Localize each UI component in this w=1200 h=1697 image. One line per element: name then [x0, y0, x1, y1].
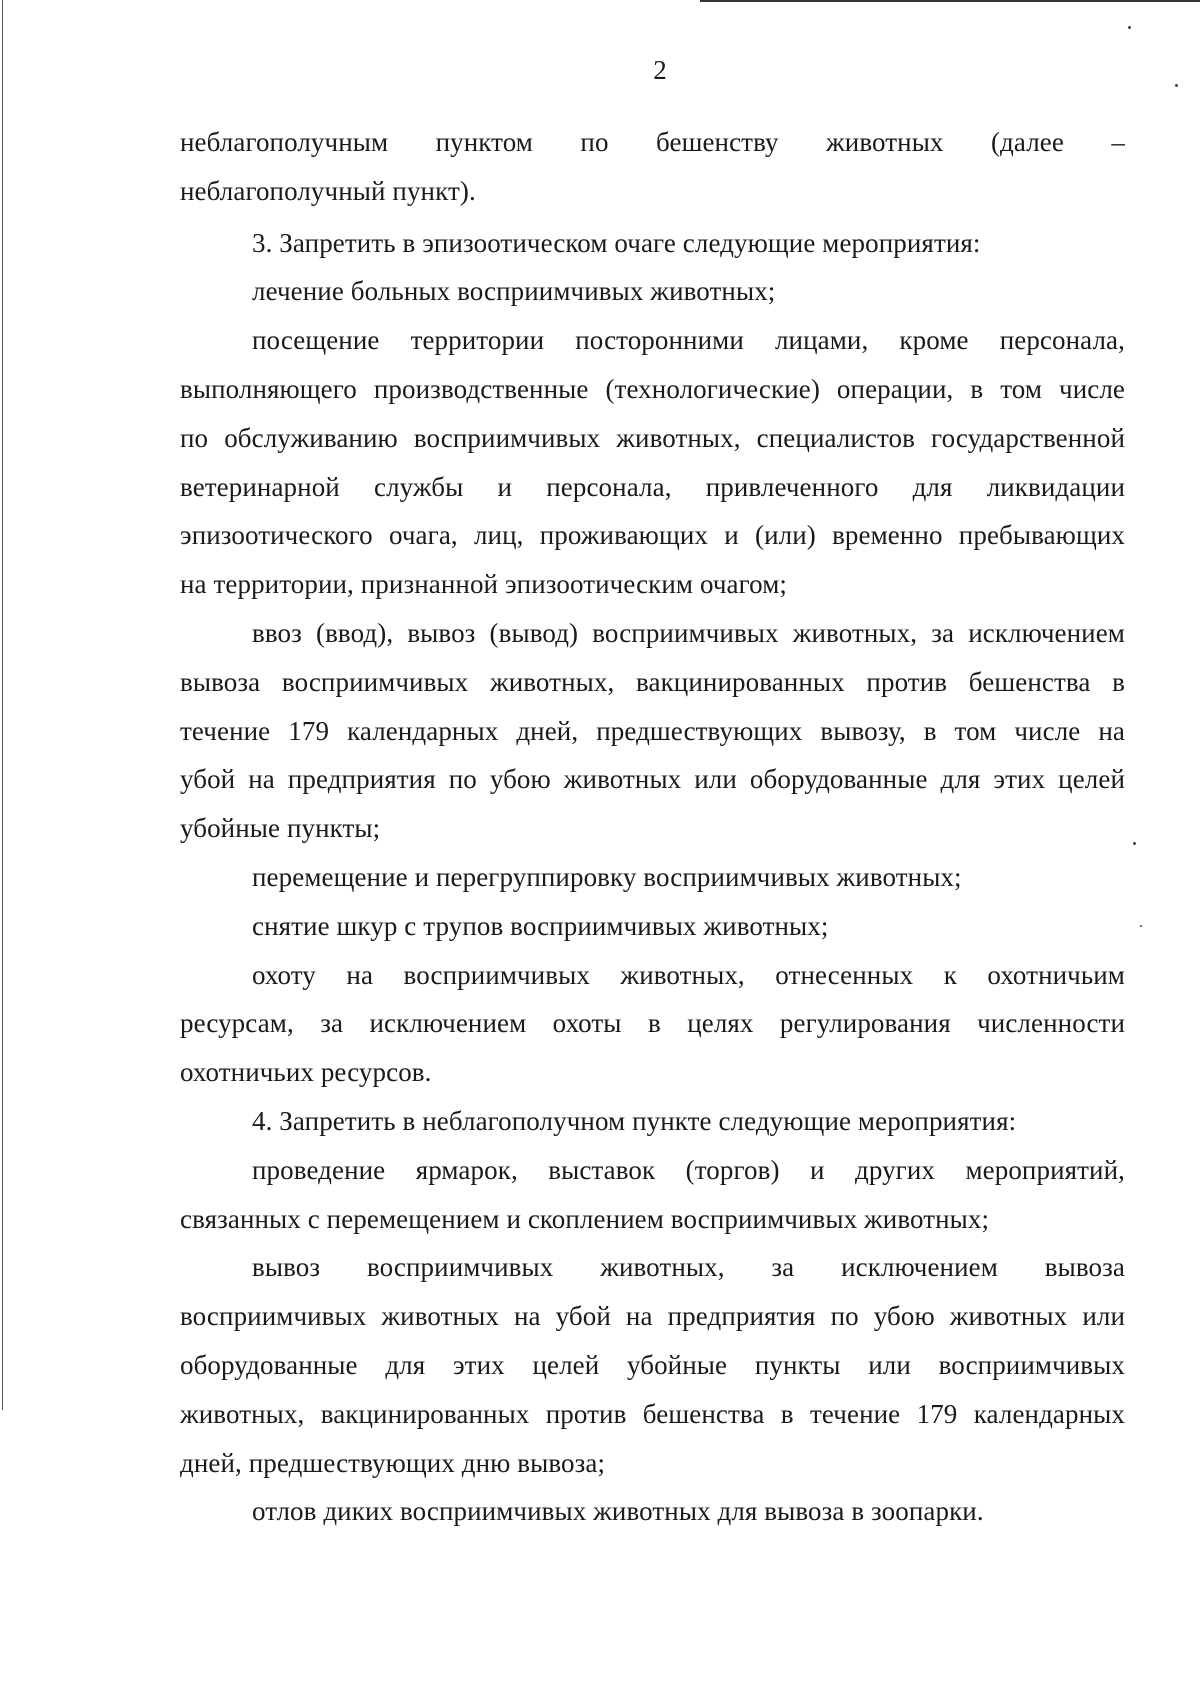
text-line: проведение ярмарок, выставок (торгов) и других мероприятий,: [252, 1154, 1125, 1185]
text-line: ветеринарной службы и персонала, привлеченного для ликвидации: [180, 471, 1125, 502]
scan-edge-line: [2, 0, 3, 1410]
text-line: охотничьих ресурсов.: [180, 1057, 432, 1088]
paragraph: [180, 267, 1125, 316]
text-line: течение 179 календарных дней, предшествующих вывозу, в том числе на: [180, 715, 1125, 746]
text-line: перемещение и перегруппировку восприимчивых животных;: [252, 861, 962, 892]
paragraph: [180, 1243, 1125, 1487]
text-line: ввоз (ввод), вывоз (вывод) восприимчивых животных, за исключением: [252, 617, 1125, 648]
text-line: вывоз восприимчивых животных, за исключением вывоза: [252, 1252, 1125, 1283]
text-line: вывоза восприимчивых животных, вакцинированных против бешенства в: [180, 666, 1125, 697]
text-line: животных, вакцинированных против бешенства в течение 179 календарных: [180, 1398, 1125, 1429]
text-line: убой на предприятия по убою животных или оборудованные для этих целей: [180, 764, 1125, 795]
paragraph: [180, 902, 1125, 951]
text-line: оборудованные для этих целей убойные пункты или восприимчивых: [180, 1349, 1125, 1380]
paragraph: [180, 1487, 1125, 1536]
page-number: 2: [653, 55, 667, 85]
text-line: посещение территории посторонними лицами, кроме персонала,: [252, 325, 1125, 356]
paragraph: [180, 219, 1125, 268]
paragraph: [180, 1097, 1125, 1146]
text-line: выполняющего производственные (технологические) операции, в том числе: [180, 373, 1125, 404]
text-line: снятие шкур с трупов восприимчивых животных;: [252, 910, 829, 941]
text-line: эпизоотического очага, лиц, проживающих и (или) временно пребывающих: [180, 520, 1125, 551]
paragraph: [180, 1146, 1125, 1244]
document-body: [180, 118, 1125, 1536]
text-line: лечение больных восприимчивых животных;: [252, 276, 776, 307]
text-line: дней, предшествующих дню вывоза;: [180, 1447, 606, 1478]
text-line: убойные пункты;: [180, 813, 381, 844]
text-line: 3. Запретить в эпизоотическом очаге следующие мероприятия:: [252, 227, 981, 258]
text-line: по обслуживанию восприимчивых животных, специалистов государственной: [180, 422, 1125, 453]
text-line: охоту на восприимчивых животных, отнесенных к охотничьим: [252, 959, 1125, 990]
scan-edge-line: [700, 0, 1200, 2]
text-line: восприимчивых животных на убой на предприятия по убою животных или: [180, 1301, 1125, 1332]
scan-speck: [1128, 26, 1131, 29]
text-line: на территории, признанной эпизоотическим очагом;: [180, 569, 787, 600]
scan-speck: [1133, 842, 1136, 845]
text-line: связанных с перемещением и скоплением восприимчивых животных;: [180, 1203, 990, 1234]
scan-speck: [1140, 925, 1142, 927]
text-line: отлов диких восприимчивых животных для вывоза в зоопарки.: [252, 1496, 984, 1527]
paragraph: [180, 853, 1125, 902]
paragraph: [180, 951, 1125, 1097]
text-line: неблагополучным пунктом по бешенству животных (далее –: [180, 127, 1125, 157]
paragraph: [180, 316, 1125, 609]
text-line: 4. Запретить в неблагополучном пункте следующие мероприятия:: [252, 1105, 1017, 1136]
text-line: неблагополучный пункт).: [180, 175, 476, 206]
paragraph: [180, 609, 1125, 853]
paragraph: [180, 118, 1125, 216]
text-line: ресурсам, за исключением охоты в целях регулирования численности: [180, 1008, 1125, 1039]
